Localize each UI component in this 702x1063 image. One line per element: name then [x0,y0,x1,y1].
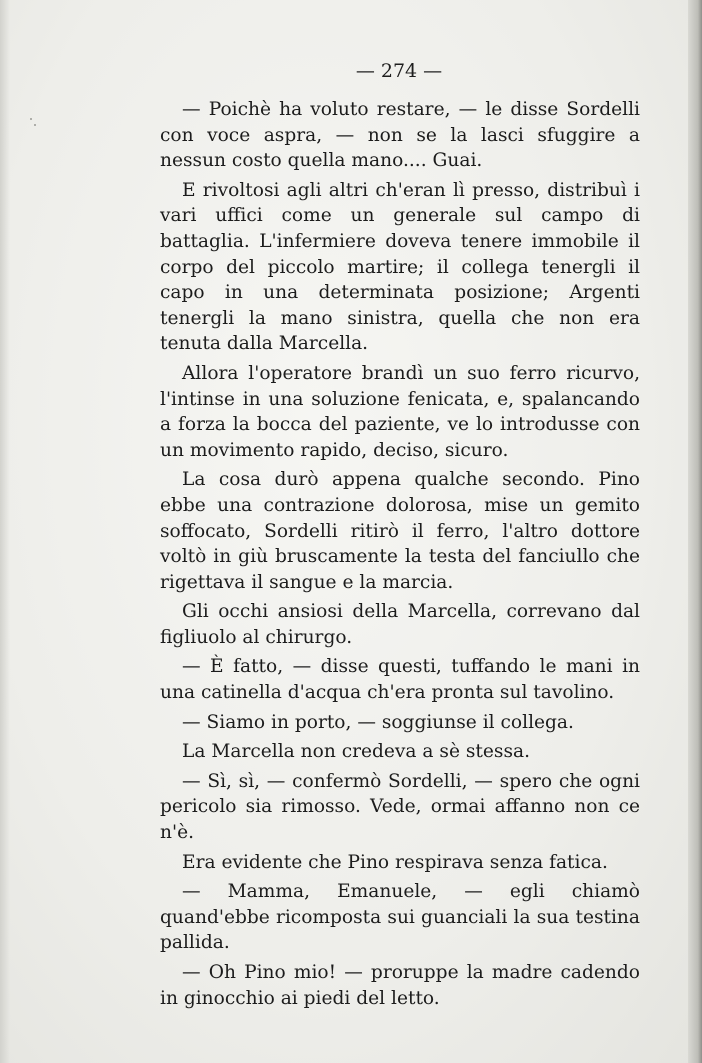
paragraph: — Oh Pino mio! — proruppe la madre cadendo in ginocchio ai piedi del letto. [160,962,640,1009]
paragraph: — Sì, sì, — confermò Sordelli, — spero che ogni pericolo sia rimosso. Vede, ormai affanno non ce n'è. [160,770,640,844]
body-text [160,97,640,1015]
paragraph: Gli occhi ansiosi della Marcella, correvano dal figliuolo al chirurgo. [160,601,640,648]
paragraph: E rivoltosi agli altri ch'eran lì presso, distribuì i vari uffici come un generale sul campo di battaglia. L'infermiere doveva tenere immobile il corpo del piccolo martire; il collega tenergli il capo in una determinata posizione; Argenti tenergli la mano sinistra, quella che non era tenuta dalla Marcella. [160,179,640,355]
paragraph: La cosa durò appena qualche secondo. Pino ebbe una contrazione dolorosa, mise un gemito soffocato, Sordelli ritirò il ferro, l'altro dottore voltò in giù bruscamente la testa del fanciullo che rigettava il sangue e la marcia. [160,469,640,593]
paper-speck [30,118,32,120]
paragraph: La Marcella non credeva a sè stessa. [182,741,530,763]
paragraph: — È fatto, — disse questi, tuffando le mani in una catinella d'acqua ch'era pronta sul tavolino. [160,656,640,704]
paragraph: Allora l'operatore brandì un suo ferro ricurvo, l'intinse in una soluzione fenicata, e, spalancando a forza la bocca del paziente, ve lo introdusse con un movimento rapido, deciso, sicuro. [160,362,640,461]
page-number: — 274 — [355,60,443,82]
paper-speck [34,124,36,126]
paragraph: Era evidente che Pino respirava senza fatica. [182,851,608,873]
paragraph: — Poichè ha voluto restare, — le disse Sordelli con voce aspra, — non se la lasci sfuggire a nessun costo quella mano.... Guai. [160,99,640,172]
paragraph: — Siamo in porto, — soggiunse il collega. [182,711,574,733]
page-right-edge [688,0,702,1063]
paragraph: — Mamma, Emanuele, — egli chiamò quand'ebbe ricomposta sui guanciali la sua testina pallida. [160,881,640,954]
page-left-shadow [0,0,10,1063]
